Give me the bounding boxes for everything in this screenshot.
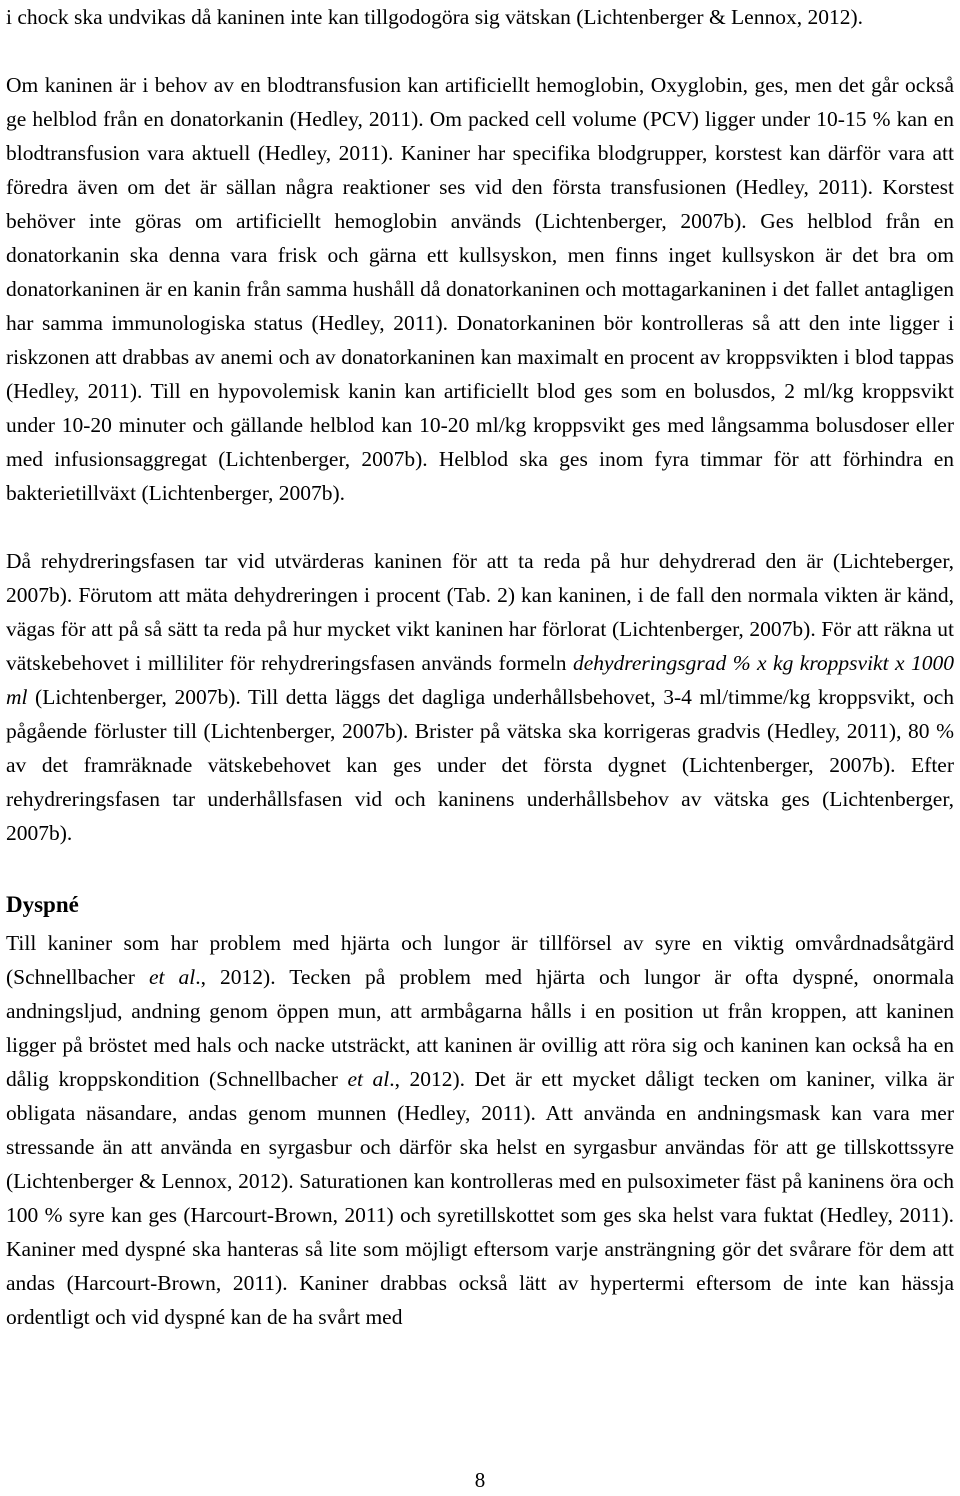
document-page	[6, 0, 954, 1334]
citation-italic: et al	[148, 965, 196, 989]
paragraph-text: Till kaniner som har problem med hjärta och lungor är tillförsel av syre en viktig omvårdnadsåtgärd (Schnellbacher	[6, 931, 954, 989]
section-heading: Dyspné	[6, 892, 79, 917]
paragraph-dyspnea	[6, 926, 954, 1334]
formula-text: dehydreringsgrad % x kg kroppsvikt x 1000 ml	[6, 651, 955, 709]
paragraph-text: (Lichtenberger, 2007b). Till detta läggs det dagliga underhållsbehovet, 3-4 ml/timme/kg kroppsvikt, och pågående förluster till (Lichtenberger, 2007b). Brister på vätska ska korrigeras gradvis (Hedley, 2011), 80 % av det framräknade vätskebehovet kan ges under det första dygnet (Lichtenberger, 2007b). Efter rehydreringsfasen tar underhållsfasen vid och kaninens underhållsbehov av vätska ges (Lichtenberger, 2007b).	[6, 685, 954, 845]
paragraph-text: ., 2012). Tecken på problem med hjärta och lungor är ofta dyspné, onormala andningsljud, andning genom öppen mun, att armbågarna hålls i en position ut från kroppen, att kaninen ligger på bröstet med hals och nacke utsträckt, att kaninen är ovillig att röra sig och kaninen kan också ha en dålig kroppskondition (Schnellbacher	[6, 965, 955, 1091]
page-number: 8	[474, 1468, 486, 1492]
citation-italic: et al	[347, 1067, 390, 1091]
paragraph-1	[6, 0, 954, 34]
paragraph-text: i chock ska undvikas då kaninen inte kan tillgodogöra sig vätskan (Lichtenberger & Lennox, 2012).	[6, 5, 863, 29]
paragraph-blood-transfusion	[6, 68, 954, 510]
paragraph-text: Då rehydreringsfasen tar vid utvärderas kaninen för att ta reda på hur dehydrerad den är (Lichteberger, 2007b). Förutom att mäta dehydreringen i procent (Tab. 2) kan kaninen, i de fall den normala vikten är känd, vägas för att på så sätt ta reda på hur mycket vikt kaninen har förlorat (Lichtenberger, 2007b). För att räkna ut vätskebehovet i milliliter för rehydreringsfasen används formeln	[6, 549, 954, 675]
paragraph-text: Om kaninen är i behov av en blodtransfusion kan artificiellt hemoglobin, Oxyglobin, ges, men det går också ge helblod från en donatorkanin (Hedley, 2011). Om packed cell volume (PCV) ligger under 10-15 % kan en blodtransfusion vara aktuell (Hedley, 2011). Kaniner har specifika blodgrupper, korstest kan därför vara att föredra även om det är sällan några reaktioner ses vid den första transfusionen (Hedley, 2011). Korstest behöver inte göras om artificiellt hemoglobin används (Lichtenberger, 2007b). Ges helblod från en donatorkanin ska denna vara frisk och gärna ett kullsyskon, men finns inget kullsyskon är det bra om donatorkaninen är en kanin från samma hushåll då donatorkaninen och mottagarkaninen i det fallet antagligen har samma immunologiska status (Hedley, 2011). Donatorkaninen bör kontrolleras så att den inte ligger i riskzonen att drabbas av anemi och av donatorkaninen kan maximalt en procent av kroppsvikten i blod tappas (Hedley, 2011). Till en hypovolemisk kanin kan artificiellt blod ges som en bolusdos, 2 ml/kg kroppsvikt under 10-20 minuter och gällande helblod kan 10-20 ml/kg kroppsvikt ges med långsamma bolusdoser eller med infusionsaggregat (Lichtenberger, 2007b). Helblod ska ges inom fyra timmar för att förhindra en bakterietillväxt (Lichtenberger, 2007b).	[6, 73, 954, 505]
paragraph-rehydration	[6, 544, 954, 850]
paragraph-text: ., 2012). Det är ett mycket dåligt tecken om kaniner, vilka är obligata näsandare, andas genom munnen (Hedley, 2011). Att använda en andningsmask kan vara mer stressande än att använda en syrgasbur och därför ska helst en syrgasbur användas för att ge tillskottssyre (Lichtenberger & Lennox, 2012). Saturationen kan kontrolleras med en pulsoximeter fäst på kaninens öra och 100 % syre kan ges (Harcourt-Brown, 2011) och syretillskottet som ges ska helst vara fuktat (Hedley, 2011). Kaniner med dyspné ska hanteras så lite som möjligt eftersom varje ansträngning gör det svårare för dem att andas (Harcourt-Brown, 2011). Kaniner drabbas också lätt av hypertermi eftersom de inte kan hässja ordentligt och vid dyspné kan de ha svårt med	[6, 1067, 954, 1329]
